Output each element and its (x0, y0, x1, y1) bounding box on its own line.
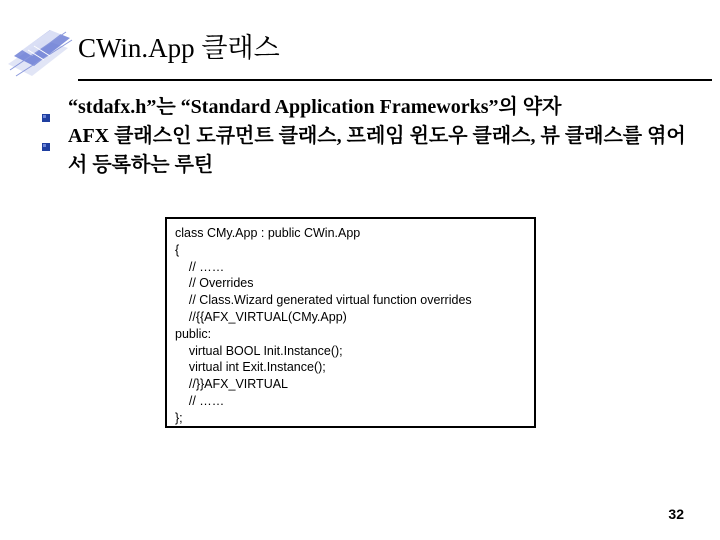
code-line: // Class.Wizard generated virtual function overrides (175, 293, 472, 308)
bullet-item (42, 122, 692, 180)
code-line: // …… (175, 393, 225, 408)
code-line: virtual int Exit.Instance(); (175, 360, 326, 375)
code-box (165, 217, 536, 428)
code-line: virtual BOOL Init.Instance(); (175, 343, 343, 358)
bullet-item (42, 93, 692, 122)
page-number: 32 (668, 506, 684, 522)
slide-logo-graphic (4, 20, 76, 84)
code-listing (167, 219, 534, 427)
title-divider (78, 79, 712, 81)
bullet-text: “stdafx.h”는 “Standard Application Frameworks”의 약자 (68, 96, 562, 118)
code-line: }; (175, 410, 183, 425)
code-line: //{{AFX_VIRTUAL(CMy.App) (175, 309, 347, 324)
code-line: public: (175, 326, 212, 341)
square-bullet-icon (42, 131, 50, 139)
code-line: class CMy.App : public CWin.App (175, 226, 361, 240)
slide-title: CWin.App 클래스 (78, 33, 280, 63)
code-line: // Overrides (175, 276, 254, 291)
code-line: // …… (175, 259, 225, 274)
square-bullet-icon (42, 102, 50, 110)
code-line: { (175, 242, 180, 257)
code-line: //}}AFX_VIRTUAL (175, 377, 289, 392)
bullet-text: AFX 클래스인 도큐먼트 클래스, 프레임 윈도우 클래스, 뷰 클래스를 엮어서 등록하는 루틴 (68, 125, 686, 176)
bullet-list (42, 93, 692, 180)
